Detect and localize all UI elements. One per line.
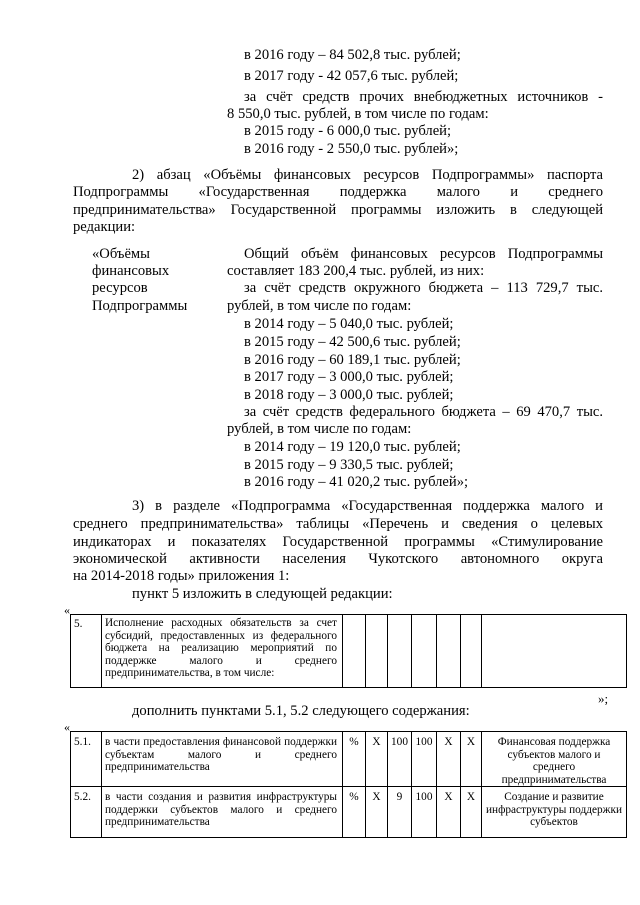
text-line: в 2017 году - 42 057,6 тыс. рублей; — [244, 68, 459, 84]
text-line: в 2016 году – 84 502,8 тыс. рублей; — [244, 47, 461, 63]
table-cell-2018 — [461, 732, 482, 787]
block-line: в 2018 году – 3 000,0 тыс. рублей; — [244, 387, 454, 403]
table-cell-result — [482, 732, 627, 787]
table-cell — [366, 615, 388, 688]
table-cell-2018 — [461, 787, 482, 838]
block-line: в 2016 году – 60 189,1 тыс. рублей; — [244, 352, 461, 368]
block-line: в 2016 году – 41 020,2 тыс. рублей»; — [244, 474, 469, 490]
paragraph-line: Подпрограммы «Государственная поддержка малого и среднего — [73, 184, 603, 200]
block-line: в 2015 году – 9 330,5 тыс. рублей; — [244, 457, 454, 473]
table-cell — [482, 615, 627, 688]
table-cell-unit — [343, 787, 366, 838]
label-line: ресурсов — [92, 280, 148, 296]
item-number: 5.2. — [74, 791, 91, 803]
label-line: финансовых — [92, 263, 170, 279]
value-cell: Х — [466, 736, 476, 748]
table-cell-2016 — [412, 787, 437, 838]
table-cell-num — [71, 615, 102, 688]
paragraph-line: на 2014-2018 годы» приложения 1: — [73, 568, 290, 584]
block-line: за счёт средств окружного бюджета – 113 729,7 тыс. — [244, 280, 603, 296]
value-cell: 100 — [415, 736, 433, 748]
unit-value: % — [349, 791, 359, 803]
table-cell-num — [71, 787, 102, 838]
block-line: в 2015 году – 42 500,6 тыс. рублей; — [244, 334, 461, 350]
item-number: 5. — [74, 618, 83, 630]
table-cell-2017 — [437, 732, 461, 787]
table-cell-2015 — [388, 732, 412, 787]
block-line: рублей, в том числе по годам: — [227, 421, 412, 437]
block-line: в 2017 году – 3 000,0 тыс. рублей; — [244, 369, 454, 385]
value-cell: Х — [466, 791, 476, 803]
text-line: в 2016 году - 2 550,0 тыс. рублей»; — [244, 141, 459, 157]
value-cell: Х — [444, 791, 453, 803]
indicator-table-item5 — [70, 614, 627, 688]
table-cell-text — [102, 732, 343, 787]
result-text: Финансовая поддержка субъектов малого и среднего предпринимательства — [497, 736, 611, 786]
paragraph-line: 3) в разделе «Подпрограмма «Государственная поддержка малого и — [132, 498, 603, 514]
paragraph-line: экономической активности населения Чукотского автономного округа — [73, 551, 603, 567]
value-cell: Х — [372, 736, 381, 748]
table-cell-result — [482, 787, 627, 838]
paragraph-line: предпринимательства» Государственной программы изложить в следующей — [73, 202, 603, 218]
label-line: «Объёмы — [92, 246, 150, 262]
table-cell-text — [102, 615, 343, 688]
block-line: Общий объём финансовых ресурсов Подпрограммы — [244, 246, 603, 262]
table-cell-2017 — [437, 787, 461, 838]
text-line: за счёт средств прочих внебюджетных источников - — [244, 89, 603, 105]
indicator-table-items-5-1-5-2 — [70, 731, 627, 838]
item-text: Исполнение расходных обязательств за счет субсидий, предоставленных из федерального бюджета на реализацию мероприятий по поддержке малого и среднего предпринимательства, в том числе: — [105, 617, 337, 679]
value-cell: 100 — [391, 736, 408, 748]
block-line: в 2014 году – 5 040,0 тыс. рублей; — [244, 316, 454, 332]
text-line: 8 550,0 тыс. рублей, в том числе по годам: — [227, 106, 489, 122]
value-cell: Х — [372, 791, 381, 803]
table-row — [71, 732, 627, 787]
paragraph-line: 2) абзац «Объёмы финансовых ресурсов Подпрограммы» паспорта — [132, 167, 603, 183]
block-line: составляет 183 200,4 тыс. рублей, из них: — [227, 263, 485, 279]
paragraph-line: индикаторах и показателях Государственной программы «Стимулирование — [73, 534, 603, 550]
value-cell: Х — [444, 736, 453, 748]
table-cell — [412, 615, 437, 688]
label-line: Подпрограммы — [92, 298, 188, 314]
block-line: за счёт средств федерального бюджета – 69 470,7 тыс. — [244, 404, 603, 420]
open-quote: « — [64, 720, 70, 734]
close-quote: »; — [598, 691, 609, 706]
supplement-line: дополнить пунктами 5.1, 5.2 следующего содержания: — [132, 703, 470, 719]
table-cell-unit — [343, 732, 366, 787]
value-cell: 100 — [415, 791, 433, 803]
paragraph-line: редакции: — [73, 219, 136, 235]
paragraph-line: пункт 5 изложить в следующей редакции: — [132, 586, 393, 602]
table-cell — [343, 615, 366, 688]
table-cell — [388, 615, 412, 688]
table-cell-2014 — [366, 787, 388, 838]
table-cell-num — [71, 732, 102, 787]
item-text: в части предоставления финансовой поддержки субъектам малого и среднего предпринимательства — [105, 736, 337, 773]
open-quote: « — [64, 603, 70, 617]
table-cell — [461, 615, 482, 688]
item-number: 5.1. — [74, 736, 91, 748]
paragraph-line: среднего предпринимательства» таблицы «Перечень и сведения о целевых — [73, 516, 603, 532]
table-cell-2015 — [388, 787, 412, 838]
table-cell-2014 — [366, 732, 388, 787]
table-cell — [437, 615, 461, 688]
table-row — [71, 787, 627, 838]
item-text: в части создания и развития инфраструктуры поддержки субъектов малого и среднего предпринимательства — [105, 791, 337, 828]
table-cell-text — [102, 787, 343, 838]
table-cell-2016 — [412, 732, 437, 787]
text-line: в 2015 году - 6 000,0 тыс. рублей; — [244, 123, 452, 139]
unit-value: % — [349, 736, 359, 748]
block-line: рублей, в том числе по годам: — [227, 298, 412, 314]
result-text: Создание и развитие инфраструктуры поддержки субъектов — [485, 791, 622, 828]
block-line: в 2014 году – 19 120,0 тыс. рублей; — [244, 439, 461, 455]
value-cell: 9 — [396, 791, 403, 803]
